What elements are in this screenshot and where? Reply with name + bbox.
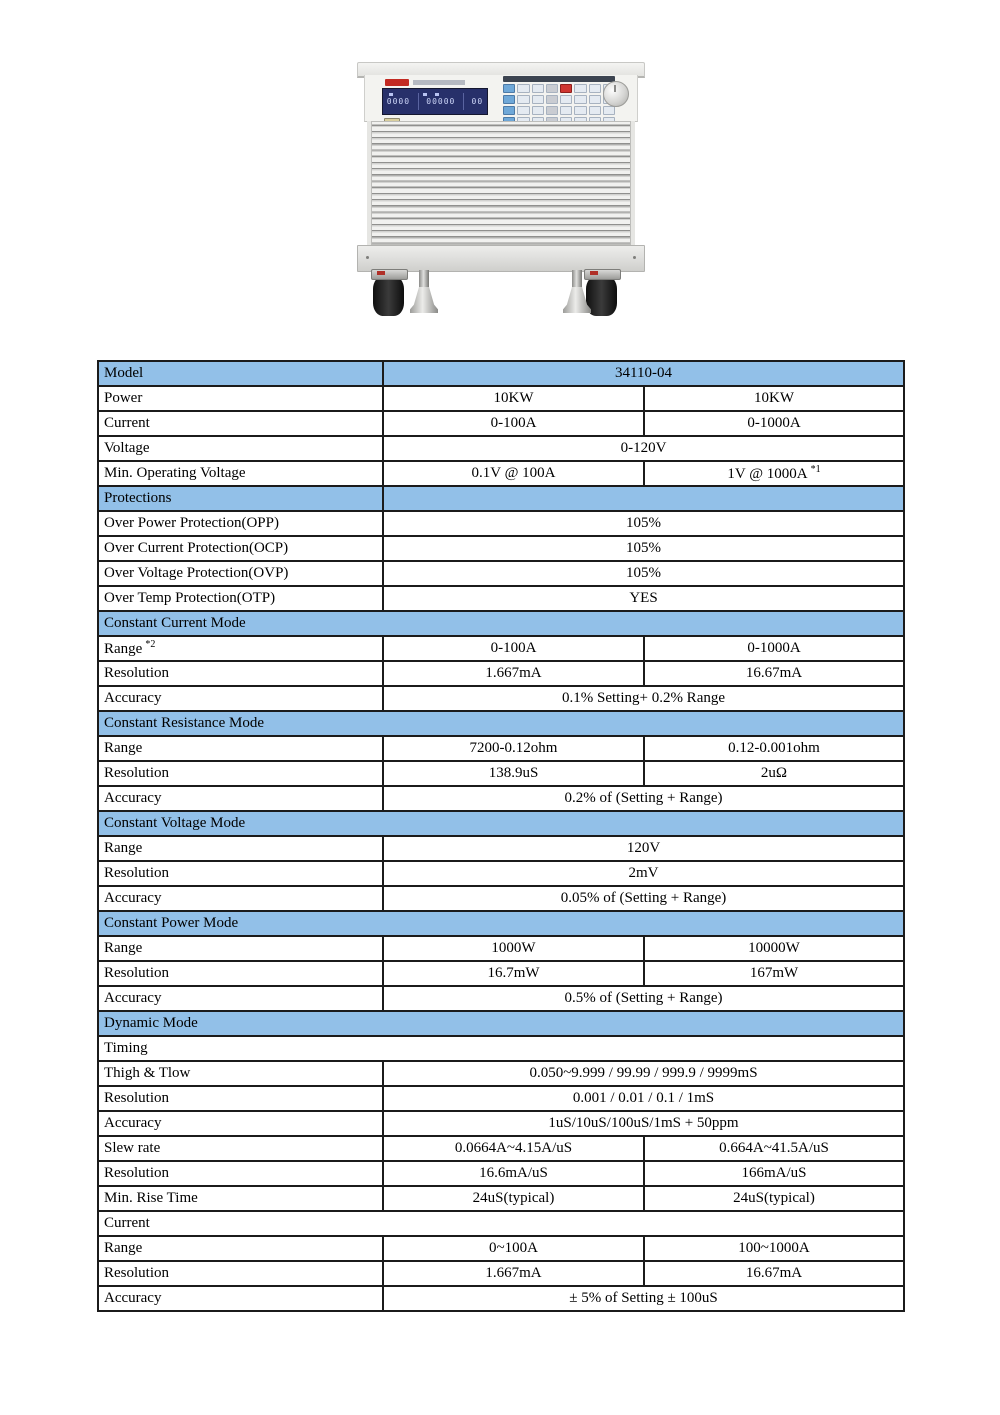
cell-text: Over Current Protection(OCP)	[104, 540, 289, 557]
row-value	[383, 561, 904, 586]
cell-text: 2mV	[628, 865, 659, 882]
model-label-bar	[413, 80, 465, 85]
device-vent-grille	[367, 121, 635, 245]
leveling-foot-right	[563, 270, 591, 314]
cell-text: 0.0664A~4.15A/uS	[454, 1140, 573, 1157]
cell-text: Resolution	[104, 1090, 170, 1107]
cell-text: Accuracy	[104, 990, 162, 1007]
row-value-1	[383, 1186, 644, 1211]
cell-text: Resolution	[104, 1265, 170, 1282]
keypad-button	[546, 106, 558, 115]
table-row	[98, 636, 904, 661]
section-label	[98, 486, 383, 511]
caster-wheel-left	[373, 276, 404, 316]
row-value-2	[644, 936, 904, 961]
row-value-2	[644, 1261, 904, 1286]
row-label	[98, 636, 383, 661]
row-value-1	[383, 1136, 644, 1161]
cell-text: Timing	[104, 1040, 148, 1057]
row-value-2	[644, 1161, 904, 1186]
table-row	[98, 861, 904, 886]
cell-text: 10000W	[748, 940, 800, 957]
cell-text: 24uS(typical)	[733, 1190, 815, 1207]
row-value-2	[644, 1186, 904, 1211]
table-row	[98, 1011, 904, 1036]
row-value	[383, 536, 904, 561]
cell-text: 105%	[626, 540, 661, 557]
keypad-button	[589, 106, 601, 115]
cell-text: Min. Rise Time	[104, 1190, 198, 1207]
display-indicator	[389, 93, 393, 96]
cell-text: 24uS(typical)	[472, 1190, 555, 1207]
section-label	[98, 911, 904, 936]
table-row	[98, 561, 904, 586]
row-label	[98, 1061, 383, 1086]
row-value	[383, 586, 904, 611]
table-row	[98, 761, 904, 786]
table-row	[98, 361, 904, 386]
keypad-button	[503, 84, 515, 93]
cell-text: Range	[104, 740, 143, 757]
cell-text: 34110-04	[615, 365, 672, 382]
cell-text: Thigh & Tlow	[104, 1065, 191, 1082]
cell-text: 1uS/10uS/100uS/1mS + 50ppm	[548, 1115, 739, 1132]
row-label	[98, 1161, 383, 1186]
section-empty-cell	[383, 486, 904, 511]
row-label	[98, 386, 383, 411]
table-row	[98, 736, 904, 761]
row-value-1	[383, 461, 644, 486]
cell-text: 0.5% of (Setting + Range)	[564, 990, 723, 1007]
row-label	[98, 986, 383, 1011]
table-row	[98, 711, 904, 736]
row-value-2	[644, 661, 904, 686]
row-value-2	[644, 411, 904, 436]
row-label	[98, 786, 383, 811]
row-label	[98, 861, 383, 886]
keypad-button	[589, 84, 601, 93]
row-label	[98, 586, 383, 611]
cell-text: YES	[629, 590, 658, 607]
section-label	[98, 611, 904, 636]
display-indicator	[435, 93, 439, 96]
row-label	[98, 1136, 383, 1161]
table-row	[98, 1236, 904, 1261]
row-label	[98, 436, 383, 461]
leveling-foot-left	[410, 270, 438, 314]
table-row	[98, 911, 904, 936]
table-row	[98, 411, 904, 436]
cell-text: 0.1% Setting+ 0.2% Range	[561, 690, 726, 707]
table-row	[98, 836, 904, 861]
row-value-1	[383, 761, 644, 786]
row-value-2	[644, 736, 904, 761]
row-value	[383, 861, 904, 886]
table-row	[98, 1186, 904, 1211]
row-value-2	[644, 1136, 904, 1161]
row-value	[383, 686, 904, 711]
keypad-button	[603, 106, 615, 115]
cell-text: 1.667mA	[485, 1265, 542, 1282]
section-label	[98, 711, 904, 736]
cell-text: Accuracy	[104, 1115, 162, 1132]
cell-text: Range	[104, 641, 143, 658]
row-label	[98, 736, 383, 761]
cell-text: Over Power Protection(OPP)	[104, 515, 279, 532]
row-label	[98, 461, 383, 486]
cell-text: 100~1000A	[738, 1240, 810, 1257]
table-row	[98, 1136, 904, 1161]
cell-text: 0.050~9.999 / 99.99 / 999.9 / 9999mS	[529, 1065, 758, 1082]
table-row	[98, 1211, 904, 1236]
table-row	[98, 611, 904, 636]
cell-text: 0.001 / 0.01 / 0.1 / 1mS	[572, 1090, 715, 1107]
cell-text: Current	[104, 415, 150, 432]
display-divider	[418, 93, 419, 111]
cell-text: Dynamic Mode	[104, 1015, 198, 1032]
cell-text: Constant Voltage Mode	[104, 815, 246, 832]
table-row	[98, 486, 904, 511]
keypad-button	[589, 95, 601, 104]
row-label	[98, 1086, 383, 1111]
row-label	[98, 661, 383, 686]
row-value-2	[644, 761, 904, 786]
cell-text: Resolution	[104, 965, 170, 982]
row-value-1	[383, 736, 644, 761]
row-label	[98, 1186, 383, 1211]
keypad-button	[517, 84, 529, 93]
cell-text: 7200-0.12ohm	[469, 740, 558, 757]
cell-text: 105%	[626, 515, 661, 532]
cell-text: 10KW	[754, 390, 794, 407]
table-row	[98, 1036, 904, 1061]
cell-text: Accuracy	[104, 690, 162, 707]
cell-text: 166mA/uS	[741, 1165, 807, 1182]
keypad-button	[503, 95, 515, 104]
cell-text: Range	[104, 840, 143, 857]
row-label	[98, 936, 383, 961]
table-row	[98, 1161, 904, 1186]
row-value-1	[383, 961, 644, 986]
keypad-button	[532, 84, 544, 93]
table-row	[98, 1061, 904, 1086]
table-row	[98, 986, 904, 1011]
device-front-panel	[364, 75, 638, 122]
keypad-button	[560, 95, 572, 104]
device-base-rail	[357, 245, 645, 272]
cell-text: 120V	[626, 840, 661, 857]
row-value-2	[644, 636, 904, 661]
row-value-2	[644, 961, 904, 986]
row-value-1	[383, 936, 644, 961]
cell-text: 0-100A	[490, 640, 537, 657]
table-row	[98, 511, 904, 536]
cell-text: Range	[104, 940, 143, 957]
cell-text: 0-120V	[620, 440, 667, 457]
cell-text: ± 5% of Setting ± 100uS	[569, 1290, 718, 1307]
cell-text: 0.12-0.001ohm	[728, 740, 820, 757]
cell-text: Constant Current Mode	[104, 615, 246, 632]
table-row	[98, 386, 904, 411]
keypad-button	[517, 106, 529, 115]
row-value	[383, 511, 904, 536]
row-value-1	[383, 386, 644, 411]
cell-text: 0~100A	[489, 1240, 538, 1257]
cell-text: Voltage	[104, 440, 150, 457]
table-row	[98, 961, 904, 986]
rotary-knob	[603, 81, 629, 107]
table-row	[98, 1261, 904, 1286]
display-divider	[463, 93, 464, 111]
cell-text: 0.05% of (Setting + Range)	[560, 890, 727, 907]
cell-text: 1V @ 1000A	[727, 466, 808, 483]
table-row	[98, 661, 904, 686]
cell-text: 0.664A~41.5A/uS	[719, 1140, 829, 1157]
row-value-1	[383, 1261, 644, 1286]
cell-text: Resolution	[104, 865, 170, 882]
cell-text: Power	[104, 390, 143, 407]
footnote-sup: *1	[810, 464, 821, 476]
row-label	[98, 686, 383, 711]
section-label	[98, 1011, 904, 1036]
keypad-button	[574, 106, 586, 115]
cell-text: 16.67mA	[745, 1265, 803, 1282]
keypad-button	[517, 95, 529, 104]
keypad-menu-strip	[503, 76, 615, 82]
keypad-buttons	[503, 84, 615, 126]
display-segment-power: 00	[471, 97, 484, 106]
table-row	[98, 436, 904, 461]
keypad-button	[532, 95, 544, 104]
row-value	[383, 886, 904, 911]
row-value	[383, 1286, 904, 1311]
row-value	[383, 786, 904, 811]
cell-text: Slew rate	[104, 1140, 161, 1157]
cell-text: 105%	[626, 565, 661, 582]
cell-text: Resolution	[104, 1165, 170, 1182]
cell-text: 16.7mW	[487, 965, 540, 982]
row-label	[98, 1286, 383, 1311]
cell-text: Model	[104, 365, 144, 382]
row-label	[98, 961, 383, 986]
row-value-1	[383, 636, 644, 661]
cell-text: 1.667mA	[485, 665, 542, 682]
table-row	[98, 936, 904, 961]
table-row	[98, 1286, 904, 1311]
keypad-button	[560, 106, 572, 115]
keypad-button	[574, 84, 586, 93]
cell-text: Min. Operating Voltage	[104, 465, 246, 482]
cell-text: Over Temp Protection(OTP)	[104, 590, 276, 607]
cell-text: 0.2% of (Setting + Range)	[564, 790, 723, 807]
cell-text: 138.9uS	[488, 765, 539, 782]
spec-table	[97, 360, 905, 1312]
cell-text: Accuracy	[104, 1290, 162, 1307]
cell-text: Current	[104, 1215, 150, 1232]
row-label	[98, 836, 383, 861]
cell-text: Range	[104, 1240, 143, 1257]
table-row	[98, 811, 904, 836]
row-value-1	[383, 1161, 644, 1186]
row-value	[383, 836, 904, 861]
row-label	[98, 1236, 383, 1261]
cell-text: 16.67mA	[745, 665, 803, 682]
cell-text: 0-100A	[490, 415, 537, 432]
display-segment-voltage: 0000	[386, 97, 411, 106]
row-label	[98, 561, 383, 586]
table-row	[98, 886, 904, 911]
cell-text: 0-1000A	[747, 640, 801, 657]
cell-text: 2uΩ	[760, 765, 788, 782]
row-label	[98, 411, 383, 436]
row-value-1	[383, 661, 644, 686]
cell-text: Accuracy	[104, 790, 162, 807]
row-label	[98, 536, 383, 561]
subsection-label	[98, 1036, 904, 1061]
subsection-label	[98, 1211, 904, 1236]
cell-text: Constant Resistance Mode	[104, 715, 264, 732]
row-value-2	[644, 461, 904, 486]
row-label	[98, 886, 383, 911]
cell-text: Protections	[104, 490, 172, 507]
section-label	[98, 811, 904, 836]
cell-text: 16.6mA/uS	[479, 1165, 548, 1182]
cell-text: Resolution	[104, 765, 170, 782]
footnote-sup: *2	[145, 639, 156, 651]
row-value-2	[644, 386, 904, 411]
row-value-2	[644, 1236, 904, 1261]
cell-text: 0.1V @ 100A	[471, 465, 556, 482]
row-value	[383, 436, 904, 461]
cell-text: 1000W	[491, 940, 536, 957]
row-label	[98, 361, 383, 386]
table-row	[98, 686, 904, 711]
row-value	[383, 361, 904, 386]
keypad-button	[532, 106, 544, 115]
cell-text: 10KW	[493, 390, 534, 407]
table-row	[98, 1086, 904, 1111]
device-display	[382, 88, 488, 115]
row-label	[98, 1261, 383, 1286]
table-row	[98, 586, 904, 611]
brand-badge	[385, 79, 409, 86]
cell-text: 0-1000A	[747, 415, 801, 432]
row-value-1	[383, 411, 644, 436]
keypad-button	[546, 95, 558, 104]
row-value	[383, 1111, 904, 1136]
device-image	[357, 62, 645, 320]
table-row	[98, 1111, 904, 1136]
row-value	[383, 1086, 904, 1111]
row-value	[383, 1061, 904, 1086]
row-value	[383, 986, 904, 1011]
table-row	[98, 536, 904, 561]
cell-text: Constant Power Mode	[104, 915, 239, 932]
row-label	[98, 511, 383, 536]
device-keypad	[503, 76, 615, 126]
cell-text: Over Voltage Protection(OVP)	[104, 565, 289, 582]
display-indicator	[423, 93, 427, 96]
keypad-button	[560, 84, 572, 93]
display-segment-current: 00000	[426, 97, 456, 106]
cell-text: Accuracy	[104, 890, 162, 907]
keypad-button	[574, 95, 586, 104]
keypad-button	[503, 106, 515, 115]
row-label	[98, 1111, 383, 1136]
cell-text: 167mW	[749, 965, 799, 982]
row-label	[98, 761, 383, 786]
keypad-button	[546, 84, 558, 93]
cell-text: Resolution	[104, 665, 170, 682]
row-value-1	[383, 1236, 644, 1261]
table-row	[98, 461, 904, 486]
table-row	[98, 786, 904, 811]
